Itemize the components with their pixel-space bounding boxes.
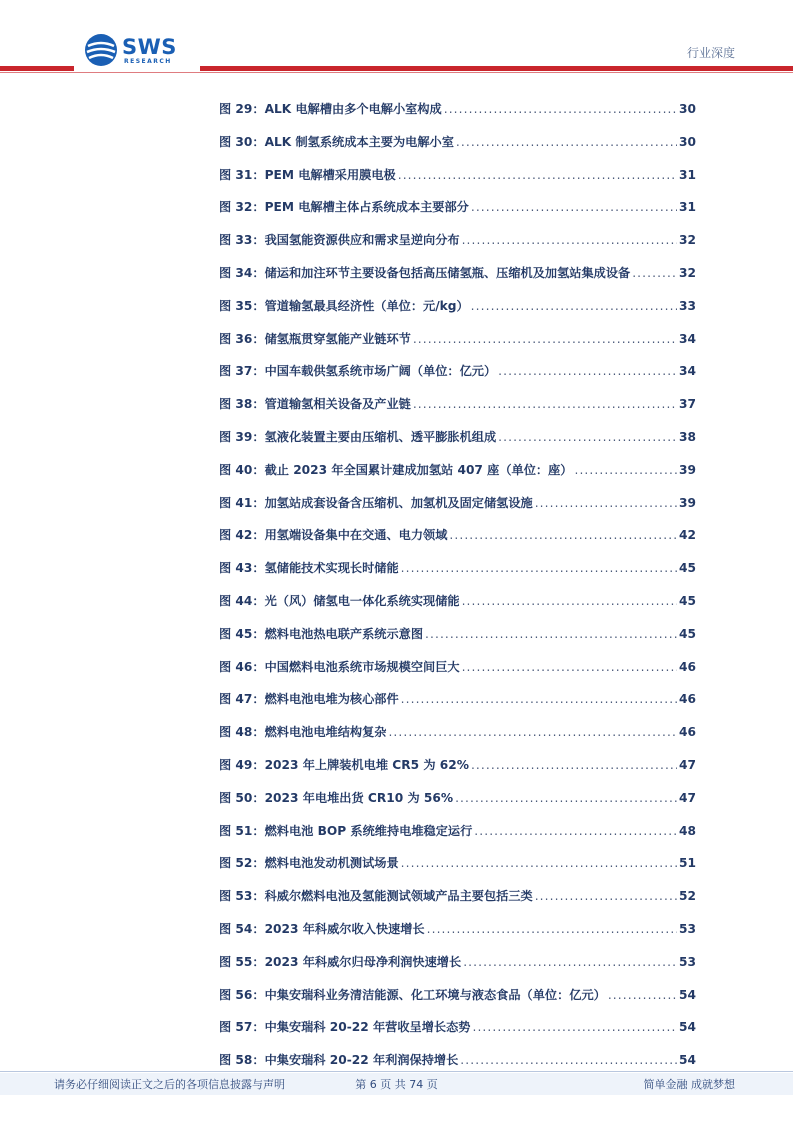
toc-entry-title: 图 55：2023 年科威尔归母净利润快速增长: [219, 954, 462, 969]
toc-dot-leader: [462, 594, 677, 608]
toc-entry-page: 30: [679, 134, 696, 149]
toc-entry[interactable]: [219, 559, 696, 592]
toc-entry-title: 图 45：燃料电池热电联产系统示意图: [219, 626, 424, 641]
toc-entry-title: 图 53：科威尔燃料电池及氢能测试领域产品主要包括三类: [219, 889, 533, 904]
toc-dot-leader: [463, 955, 677, 969]
toc-entry-page: 32: [679, 265, 696, 280]
toc-entry-page: 45: [679, 561, 696, 576]
toc-entry-title: 图 35：管道输氢最具经济性（单位：元/kg）: [219, 298, 469, 313]
toc-dot-leader: [413, 332, 677, 346]
footer-slogan: 简单金融 成就梦想: [643, 1078, 735, 1091]
footer-page-number: 第 6 页 共 74 页: [355, 1078, 438, 1091]
toc-entry-title: 图 39：氢液化装置主要由压缩机、透平膨胀机组成: [219, 429, 497, 444]
toc-entry[interactable]: [219, 723, 696, 756]
toc-dot-leader: [460, 1053, 677, 1067]
toc-dot-leader: [413, 397, 677, 411]
toc-entry-title: 图 56：中集安瑞科业务清洁能源、化工环境与液态食品（单位：亿元）: [219, 987, 606, 1002]
toc-entry[interactable]: [219, 166, 696, 199]
toc-entry-title: 图 41：加氢站成套设备含压缩机、加氢机及固定储氢设施: [219, 495, 533, 510]
toc-entry[interactable]: [219, 330, 696, 363]
toc-entry-title: 图 33：我国氢能资源供应和需求呈逆向分布: [219, 233, 460, 248]
toc-entry[interactable]: [219, 395, 696, 428]
toc-dot-leader: [455, 791, 677, 805]
toc-entry-title: 图 38：管道输氢相关设备及产业链: [219, 397, 411, 412]
toc-entry-page: 53: [679, 921, 696, 936]
toc-entry[interactable]: [219, 690, 696, 723]
toc-dot-leader: [401, 856, 677, 870]
page-footer: [0, 1073, 793, 1095]
toc-dot-leader: [608, 988, 677, 1002]
toc-dot-leader: [471, 200, 677, 214]
toc-entry[interactable]: [219, 297, 696, 330]
toc-entry-page: 39: [679, 462, 696, 477]
toc-dot-leader: [427, 922, 677, 936]
toc-entry-title: 图 49：2023 年上牌装机电堆 CR5 为 62%: [219, 757, 469, 772]
toc-entry-page: 47: [679, 790, 696, 805]
toc-entry[interactable]: [219, 658, 696, 691]
toc-entry[interactable]: [219, 494, 696, 527]
toc-entry[interactable]: [219, 461, 696, 494]
toc-dot-leader: [498, 364, 677, 378]
toc-entry-title: 图 57：中集安瑞科 20-22 年营收呈增长态势: [219, 1020, 471, 1035]
toc-dot-leader: [388, 725, 677, 739]
toc-entry-title: 图 36：储氢瓶贯穿氢能产业链环节: [219, 331, 411, 346]
footer-disclaimer: 请务必仔细阅读正文之后的各项信息披露与声明: [54, 1078, 285, 1091]
toc-entry-page: 52: [679, 889, 696, 904]
toc-entry-page: 31: [679, 167, 696, 182]
toc-entry-page: 30: [679, 102, 696, 116]
toc-entry-page: 32: [679, 233, 696, 248]
toc-dot-leader: [398, 168, 677, 182]
toc-entry[interactable]: [219, 526, 696, 559]
toc-entry-title: 图 52：燃料电池发动机测试场景: [219, 856, 399, 871]
toc-entry-page: 54: [679, 1053, 696, 1068]
toc-dot-leader: [471, 758, 677, 772]
toc-dot-leader: [444, 102, 677, 116]
toc-entry-page: 53: [679, 954, 696, 969]
toc-entry-page: 33: [679, 298, 696, 313]
toc-entry-title: 图 48：燃料电池电堆结构复杂: [219, 725, 387, 740]
toc-entry-page: 45: [679, 626, 696, 641]
page-header: [0, 0, 793, 80]
toc-entry-page: 34: [679, 331, 696, 346]
toc-entry[interactable]: [219, 1018, 696, 1051]
toc-entry-title: 图 42：用氢端设备集中在交通、电力领域: [219, 528, 448, 543]
toc-entry-title: 图 46：中国燃料电池系统市场规模空间巨大: [219, 659, 460, 674]
toc-entry[interactable]: [219, 756, 696, 789]
toc-dot-leader: [401, 692, 677, 706]
toc-entry-page: 46: [679, 692, 696, 707]
footer-divider: [0, 1071, 793, 1072]
toc-entry-title: 图 32：PEM 电解槽主体占系统成本主要部分: [219, 200, 469, 215]
toc-dot-leader: [535, 889, 677, 903]
toc-dot-leader: [574, 463, 677, 477]
toc-entry-title: 图 40：截止 2023 年全国累计建成加氢站 407 座（单位：座）: [219, 462, 573, 477]
toc-entry-title: 图 31：PEM 电解槽采用膜电极: [219, 167, 396, 182]
toc-entry-page: 39: [679, 495, 696, 510]
toc-dot-leader: [425, 627, 677, 641]
toc-entry[interactable]: [219, 100, 696, 133]
toc-entry-title: 图 34：储运和加注环节主要设备包括高压储氢瓶、压缩机及加氢站集成设备: [219, 265, 631, 280]
toc-entry[interactable]: [219, 362, 696, 395]
toc-dot-leader: [471, 299, 677, 313]
toc-entry[interactable]: [219, 231, 696, 264]
logo-globe-icon: [84, 33, 118, 67]
logo-subtext: RESEARCH: [124, 58, 172, 65]
toc-entry-page: 47: [679, 757, 696, 772]
toc-dot-leader: [535, 496, 677, 510]
toc-dot-leader: [632, 266, 677, 280]
sws-logo: [84, 33, 194, 69]
toc-dot-leader: [474, 824, 677, 838]
toc-entry-page: 54: [679, 1020, 696, 1035]
toc-entry[interactable]: [219, 592, 696, 625]
toc-entry-page: 46: [679, 725, 696, 740]
toc-dot-leader: [462, 660, 677, 674]
toc-entry-title: 图 44：光（风）储氢电一体化系统实现储能: [219, 593, 460, 608]
toc-entry-page: 42: [679, 528, 696, 543]
toc-entry-title: 图 51：燃料电池 BOP 系统维持电堆稳定运行: [219, 823, 473, 838]
toc-entry-page: 45: [679, 593, 696, 608]
toc-dot-leader: [462, 233, 677, 247]
toc-entry[interactable]: [219, 953, 696, 986]
header-rule-left: [0, 66, 74, 71]
toc-entry-title: 图 58：中集安瑞科 20-22 年利润保持增长: [219, 1053, 459, 1068]
toc-entry-page: 34: [679, 364, 696, 379]
header-rule-thin: [0, 72, 793, 73]
toc-entry[interactable]: [219, 264, 696, 297]
toc-dot-leader: [498, 430, 677, 444]
document-type-label: 行业深度: [686, 46, 735, 60]
toc-entry[interactable]: [219, 986, 696, 1019]
figure-list: [219, 100, 696, 1084]
toc-entry[interactable]: [219, 789, 696, 822]
toc-entry[interactable]: [219, 133, 696, 166]
toc-entry-page: 31: [679, 200, 696, 215]
toc-entry-page: 37: [679, 397, 696, 412]
toc-entry-page: 46: [679, 659, 696, 674]
toc-entry[interactable]: [219, 920, 696, 953]
toc-entry-page: 54: [679, 987, 696, 1002]
toc-entry-title: 图 47：燃料电池电堆为核心部件: [219, 692, 399, 707]
toc-entry-title: 图 43：氢储能技术实现长时储能: [219, 561, 399, 576]
toc-entry-title: 图 29：ALK 电解槽由多个电解小室构成: [219, 102, 442, 116]
toc-entry-page: 48: [679, 823, 696, 838]
toc-entry[interactable]: [219, 198, 696, 231]
header-rule-right: [200, 66, 793, 71]
toc-dot-leader: [449, 528, 677, 542]
toc-dot-leader: [456, 135, 677, 149]
toc-entry[interactable]: [219, 854, 696, 887]
toc-entry-title: 图 50：2023 年电堆出货 CR10 为 56%: [219, 790, 454, 805]
toc-entry[interactable]: [219, 428, 696, 461]
logo-text: SWS: [122, 35, 177, 59]
toc-entry-page: 38: [679, 429, 696, 444]
toc-entry-title: 图 30：ALK 制氢系统成本主要为电解小室: [219, 134, 454, 149]
toc-entry[interactable]: [219, 887, 696, 920]
toc-dot-leader: [472, 1020, 677, 1034]
toc-entry-page: 51: [679, 856, 696, 871]
toc-entry[interactable]: [219, 625, 696, 658]
toc-dot-leader: [401, 561, 677, 575]
toc-entry-title: 图 37：中国车载供氢系统市场广阔（单位：亿元）: [219, 364, 497, 379]
toc-entry[interactable]: [219, 822, 696, 855]
toc-entry-title: 图 54：2023 年科威尔收入快速增长: [219, 921, 425, 936]
